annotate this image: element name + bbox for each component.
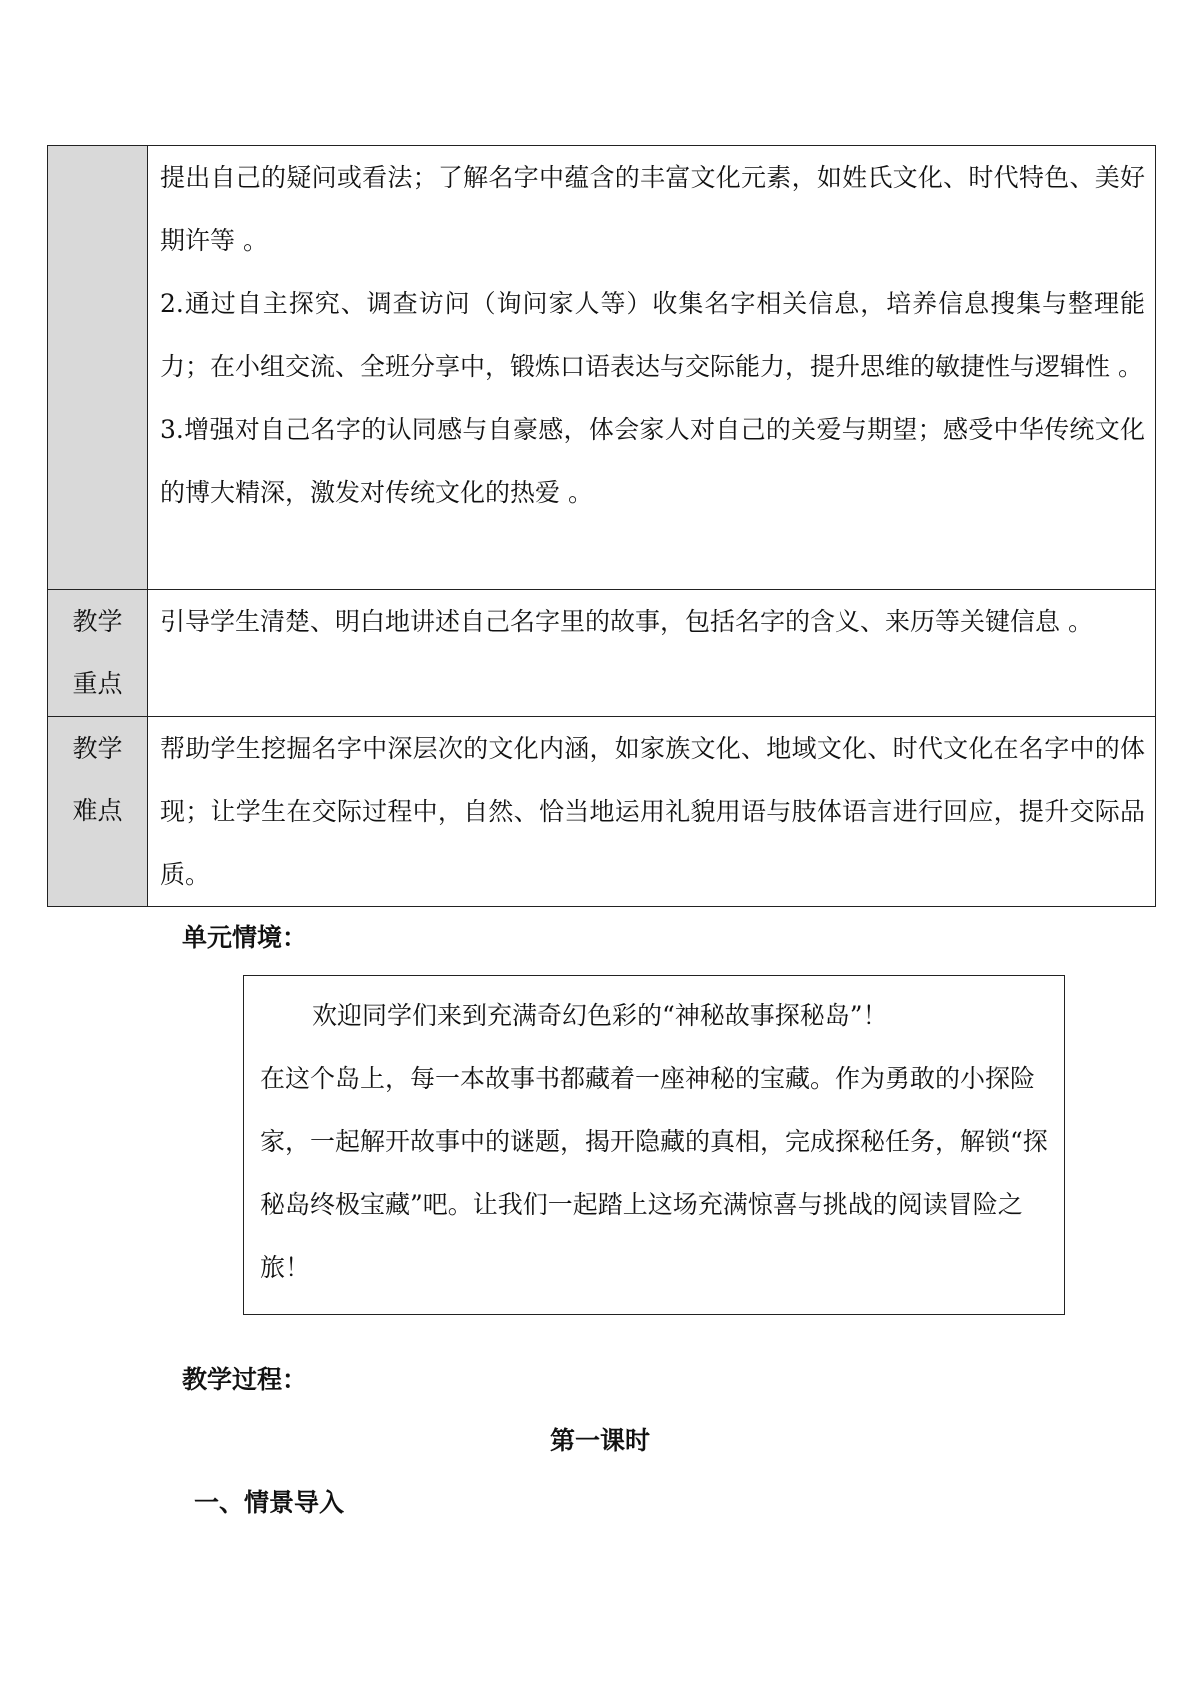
- row-label-cell: [48, 717, 148, 907]
- objective-paragraph: 3.增强对自己名字的认同感与自豪感，体会家人对自己的关爱与期望；感受中华传统文化的博大精深，激发对传统文化的热爱 。: [160, 415, 1145, 507]
- row-label-line: 教学: [72, 734, 123, 763]
- teaching-process-heading: 教学过程：: [182, 1365, 308, 1394]
- scenario-intro: 欢迎同学们来到充满奇幻色彩的“神秘故事探秘岛”！: [312, 1001, 888, 1030]
- row-label-cell: [48, 146, 148, 590]
- objective-paragraph: 2.通过自主探究、调查访问（询问家人等）收集名字相关信息，培养信息搜集与整理能力；在小组交流、全班分享中，锻炼口语表达与交际能力，提升思维的敏捷性与逻辑性 。: [160, 289, 1145, 381]
- scenario-body: 在这个岛上，每一本故事书都藏着一座神秘的宝藏。作为勇敢的小探险家，一起解开故事中的谜题，揭开隐藏的真相，完成探秘任务，解锁“探秘岛终极宝藏”吧。让我们一起踏上这场充满惊喜与挑战的阅读冒险之旅！: [260, 1064, 1048, 1282]
- table-row-difficulties: [48, 717, 1156, 907]
- row-label-line: 教学: [72, 607, 123, 636]
- key-point-paragraph: 引导学生清楚、明白地讲述自己名字里的故事，包括名字的含义、来历等关键信息 。: [160, 607, 1093, 636]
- difficulty-paragraph: 帮助学生挖掘名字中深层次的文化内涵，如家族文化、地域文化、时代文化在名字中的体现；让学生在交际过程中，自然、恰当地运用礼貌用语与肢体语言进行回应，提升交际品质。: [160, 734, 1145, 889]
- row-label-line: 难点: [72, 796, 123, 825]
- table-row-key-points: [48, 590, 1156, 717]
- table-row-objectives: [48, 146, 1156, 590]
- objectives-table: [47, 145, 1156, 907]
- row-content-cell: [148, 146, 1156, 590]
- unit-scenario-heading: 单元情境：: [182, 923, 308, 952]
- lesson-title: 第一课时: [549, 1426, 650, 1455]
- row-content-cell: [148, 717, 1156, 907]
- section-heading-intro: 一、情景导入: [194, 1488, 345, 1517]
- row-label-cell: [48, 590, 148, 717]
- row-label-line: 重点: [72, 669, 123, 698]
- unit-scenario-box: [243, 975, 1065, 1315]
- objective-paragraph: 提出自己的疑问或看法；了解名字中蕴含的丰富文化元素，如姓氏文化、时代特色、美好期许等 。: [160, 163, 1145, 255]
- row-content-cell: [148, 590, 1156, 717]
